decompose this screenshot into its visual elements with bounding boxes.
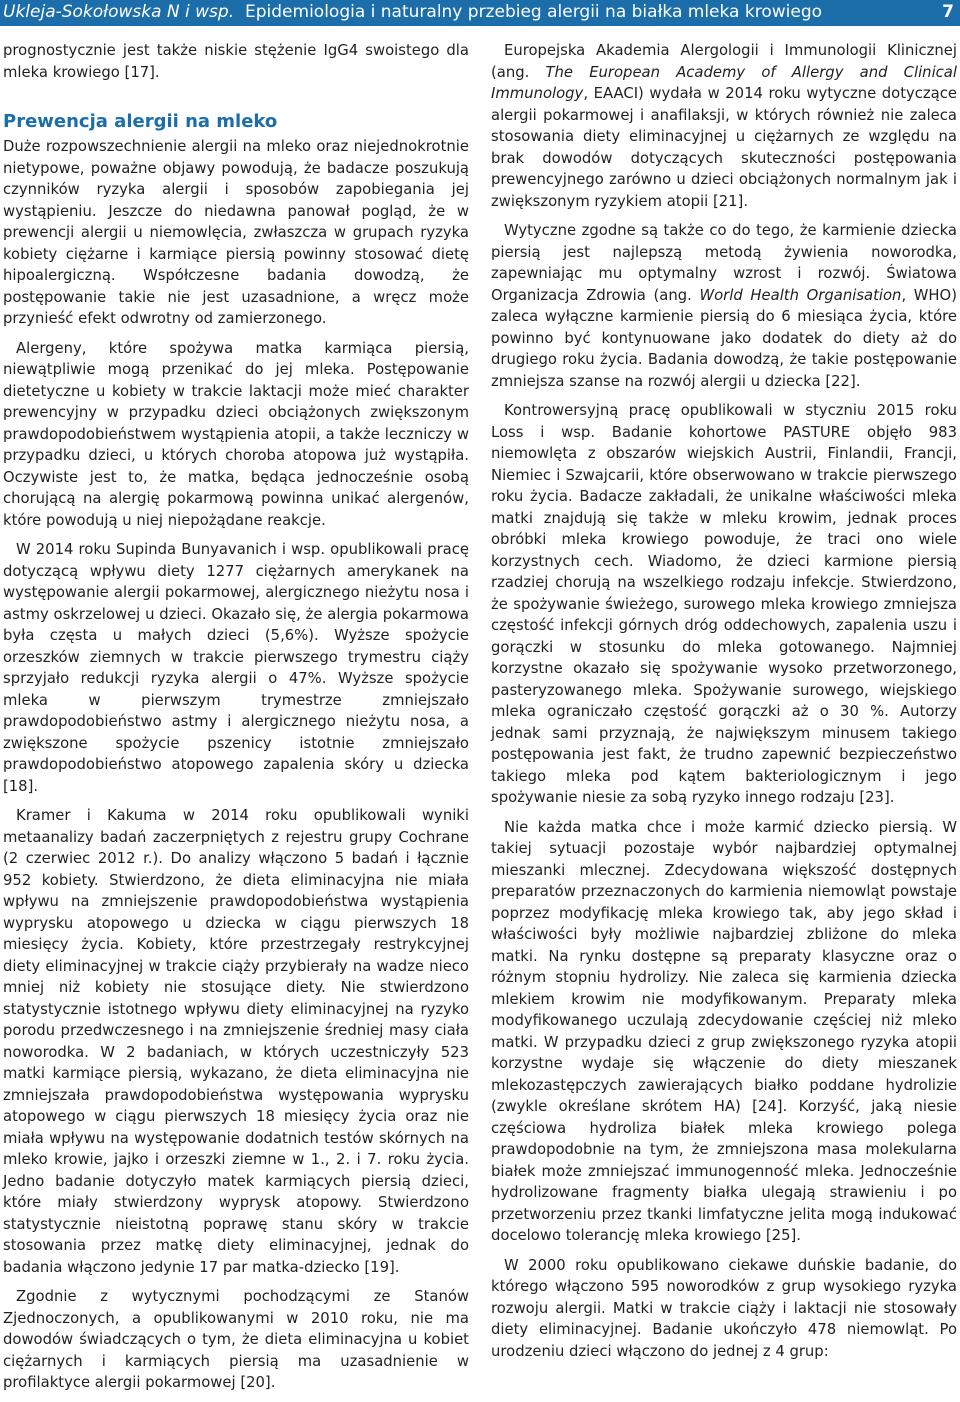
paragraph: W 2014 roku Supinda Bunyavanich i wsp. opublikowali pracę dotyczącą wpływu diety 1277 ciężarnych amerykanek na występowanie alergii pokarmowej, alergicznego nieżytu nosa i astmy oskrzelowej u dzieci. Okazało się, że alergia pokarmowa była częsta u małych dzieci (5,6%). Wyższe spożycie orzeszków ziemnych w trakcie pierwszego trymestru ciąży sprzyjało redukcji ryzyka alergii o 47%. Wyższe spożycie mleka w pierwszym trymestrze zmniejszało prawdopodobieństwo astmy i alergicznego nieżytu nosa, a zwiększone spożycie pszenicy istotnie zmniejszało prawdopodobieństwo atopowego zapalenia skóry u dziecka [18]. — [3, 541, 469, 795]
header-journal-title: Epidemiologia i naturalny przebieg alergii na białka mleka krowiego — [245, 2, 823, 22]
left-column — [3, 40, 469, 1402]
paragraph-text: , WHO) zaleca wyłączne karmienie piersią do 6 miesiąca życia, które powinno być kontynuowane jako dodatek do diety aż do drugiego roku życia. Badania dowodzą, że takie postępowanie zmniejsza szanse na rozwój alergii u dziecka [22]. — [491, 286, 957, 390]
italic-term: World Health Organisation — [699, 286, 902, 304]
paragraph: prognostycznie jest także niskie stężenie IgG4 swoistego dla mleka krowiego [17]. — [3, 42, 469, 81]
page-number: 7 — [942, 2, 954, 22]
running-header — [0, 0, 960, 26]
paragraph — [491, 40, 957, 212]
paragraph: Duże rozpowszechnienie alergii na mleko oraz niejednokrotnie nietypowe, poważne objawy powodują, że badacze poszukują czynników ryzyka alergii i sposobów zapobiegania jej wystąpieniu. Jeszcze do niedawna panował pogląd, że w prewencji alergii u niemowlęcia, zwłaszcza w grupach ryzyka kobiety ciężarne i karmiące piersią powinny stosować dietę hipoalergiczną. Współczesne badania dowodzą, że postępowanie takie nie jest uzasadnione, a wręcz może przynieść efekt odwrotny od zamierzonego. — [3, 138, 469, 327]
paragraph: W 2000 roku opublikowano ciekawe duńskie badanie, do którego włączono 595 noworodków z grup wysokiego ryzyka rozwoju alergii. Matki w trakcie ciąży i laktacji nie stosowały diety eliminacyjnej. Badanie ukończyło 478 niemowląt. Po urodzeniu dzieci włączono do jednej z 4 grup: — [491, 1256, 957, 1360]
italic-term: The European Academy of Allergy and Clinical Immunology — [491, 63, 957, 102]
paragraph: Nie każda matka chce i może karmić dziecko piersią. W takiej sytuacji pozostaje wybór najbardziej optymalnej mieszanki mlecznej. Zdecydowana większość dostępnych preparatów przeznaczonych do karmienia niemowląt powstaje poprzez modyfikację mleka krowiego tak, aby jego skład i właściwości były możliwie najbardziej zbliżone do mleka matki. Na rynku dostępne są preparaty klasyczne oraz o różnym stopniu hydrolizy. Nie zaleca się karmienia dziecka mlekiem krowim nie modyfikowanym. Preparaty mleka modyfikowanego uczulają zdecydowanie częściej niż mleko matki. W przypadku dzieci z grup zwiększonego ryzyka atopii korzystne wydaje się włączenie do diety mieszanek mlekozastępczych zawierających białko poddane hydrolizie (zwykle określane skrótem HA) [24]. Korzyść, jaką niesie częściowa hydroliza białek mleka krowiego polega prawdopodobnie na tym, że zmniejszona masa molekularna białek może zmniejszać immunogenność mleka. Jednocześnie hydrolizowane fragmenty białka ulegają strawieniu i po przetworzeniu przez tkanki limfatyczne jelita mogą indukować docelowo tolerancję mleka krowiego [25]. — [491, 818, 957, 1244]
paragraph: Kramer i Kakuma w 2014 roku opublikowali wyniki metaanalizy badań zaczerpniętych z rejestru grupy Cochrane (2 czerwiec 2012 r.). Do analizy włączono 5 badań i łącznie 952 kobiety. Stwierdzono, że dieta eliminacyjna nie miała wpływu na zmniejszenie prawdopodobieństwa wystąpienia wyprysku atopowego u dziecka w ciągu pierwszych 18 miesięcy życia. Kobiety, które przestrzegały restrykcyjnej diety eliminacyjnej w trakcie ciąży przybierały na wadze nieco mniej niż kobiety nie stosujące diety. Nie stwierdzono statystycznie istotnego wpływu diety eliminacyjnej na ryzyko porodu przedwczesnego i na zmniejszenie średniej masy ciała noworodka. W 2 badaniach, w których uczestniczyły 523 matki karmiące piersią, wykazano, że dieta eliminacyjna nie zmniejszała prawdopodobieństwa występowania wyprysku atopowego w ciągu pierwszych 18 miesięcy życia oraz nie miała wpływu na występowanie dodatnich testów skórnych na mleko krowie, jajko i orzeszki ziemne w 1., 2. i 7. roku życia. Jedno badanie dotyczyło matek karmiących piersią dzieci, które miały stwierdzony wyprysk atopowy. Stwierdzono statystycznie nieistotną poprawę stanu skóry w trakcie stosowania przez matkę diety eliminacyjnej, jednak do badania włączono jedynie 17 par matka-dziecko [19]. — [3, 807, 469, 1276]
paragraph: Alergeny, które spożywa matka karmiąca piersią, niewątpliwie mogą przenikać do jej mleka. Postępowanie dietetyczne u kobiety w trakcie laktacji może mieć charakter prewencyjny w przypadku dzieci obciążonych zwiększonym prawdopodobieństwem wystąpienia atopii, a także leczniczy w przypadku dzieci, u których choroba atopowa już wystąpiła. Oczywiste jest to, że matka, będąca jednocześnie osobą chorującą na alergię pokarmową powinna unikać alergenów, które powodują u niej niepożądane reakcje. — [3, 339, 469, 529]
paragraph-text: Europejska Akademia Alergologii i Immunologii Klinicznej (ang. — [491, 42, 957, 81]
paragraph-text: Wytyczne zgodne są także co do tego, że karmienie dziecka piersią jest najlepszą metodą żywienia noworodka, zapewniając mu optymalny wzrost i rozwój. Światowa Organizacja Zdrowia (ang. — [491, 222, 957, 304]
paragraph-text: , EAACI) wydała w 2014 roku wytyczne dotyczące alergii pokarmowej i anafilaksji, w których również nie zaleca stosowania diety eliminacyjnej u ciężarnych ze względu na brak dowodów dotyczących skuteczności postępowania prewencyjnego zarówno u dzieci obciążonych normalnym jak i zwiększonym ryzykiem atopii [21]. — [491, 85, 957, 210]
section-heading: Prewencja alergii na mleko — [3, 111, 278, 132]
right-column — [491, 40, 957, 1370]
paragraph — [491, 220, 957, 392]
paragraph: Kontrowersyjną pracę opublikowali w styczniu 2015 roku Loss i wsp. Badanie kohortowe PASTURE objęło 983 niemowlęta z obszarów wiejskich Austrii, Finlandii, Francji, Niemiec i Szwajcarii, które obserwowano w trakcie pierwszego roku życia. Badacze zakładali, że unikalne właściwości mleka matki znajdują się także w mleku krowim, jednak proces obróbki mleka krowiego powoduje, że traci ono wiele korzystnych cech. Wiadomo, że dzieci karmione piersią rzadziej chorują na wszelkiego rodzaju infekcje. Stwierdzono, że spożywanie świeżego, surowego mleka krowiego zmniejsza częstość infekcji górnych dróg oddechowych, zapalenia uszu i gorączki w stosunku do mleka gotowanego. Najmniej korzystne okazało się spożywanie wysoko przetworzonego, pasteryzowanego mleka. Spożywanie surowego, wiejskiego mleka ograniczało częstość gorączki aż o 30 %. Autorzy jednak sami przyznają, że największym minusem takiego postępowania jest fakt, że trudno zapewnić bezpieczeństwo takiego mleka pod kątem bakteriologicznym i jego spożywanie niesie za sobą ryzyko innego rodzaju [23]. — [491, 402, 957, 806]
header-authors: Ukleja-Sokołowska N i wsp. — [3, 2, 235, 22]
paragraph: Zgodnie z wytycznymi pochodzącymi ze Stanów Zjednoczonych, a opublikowanymi w 2010 roku, nie ma dowodów świadczących o tym, że dieta eliminacyjna u kobiet ciężarnych i karmiących piersią ma uzasadnienie w profilaktyce alergii pokarmowej [20]. — [3, 1288, 469, 1391]
